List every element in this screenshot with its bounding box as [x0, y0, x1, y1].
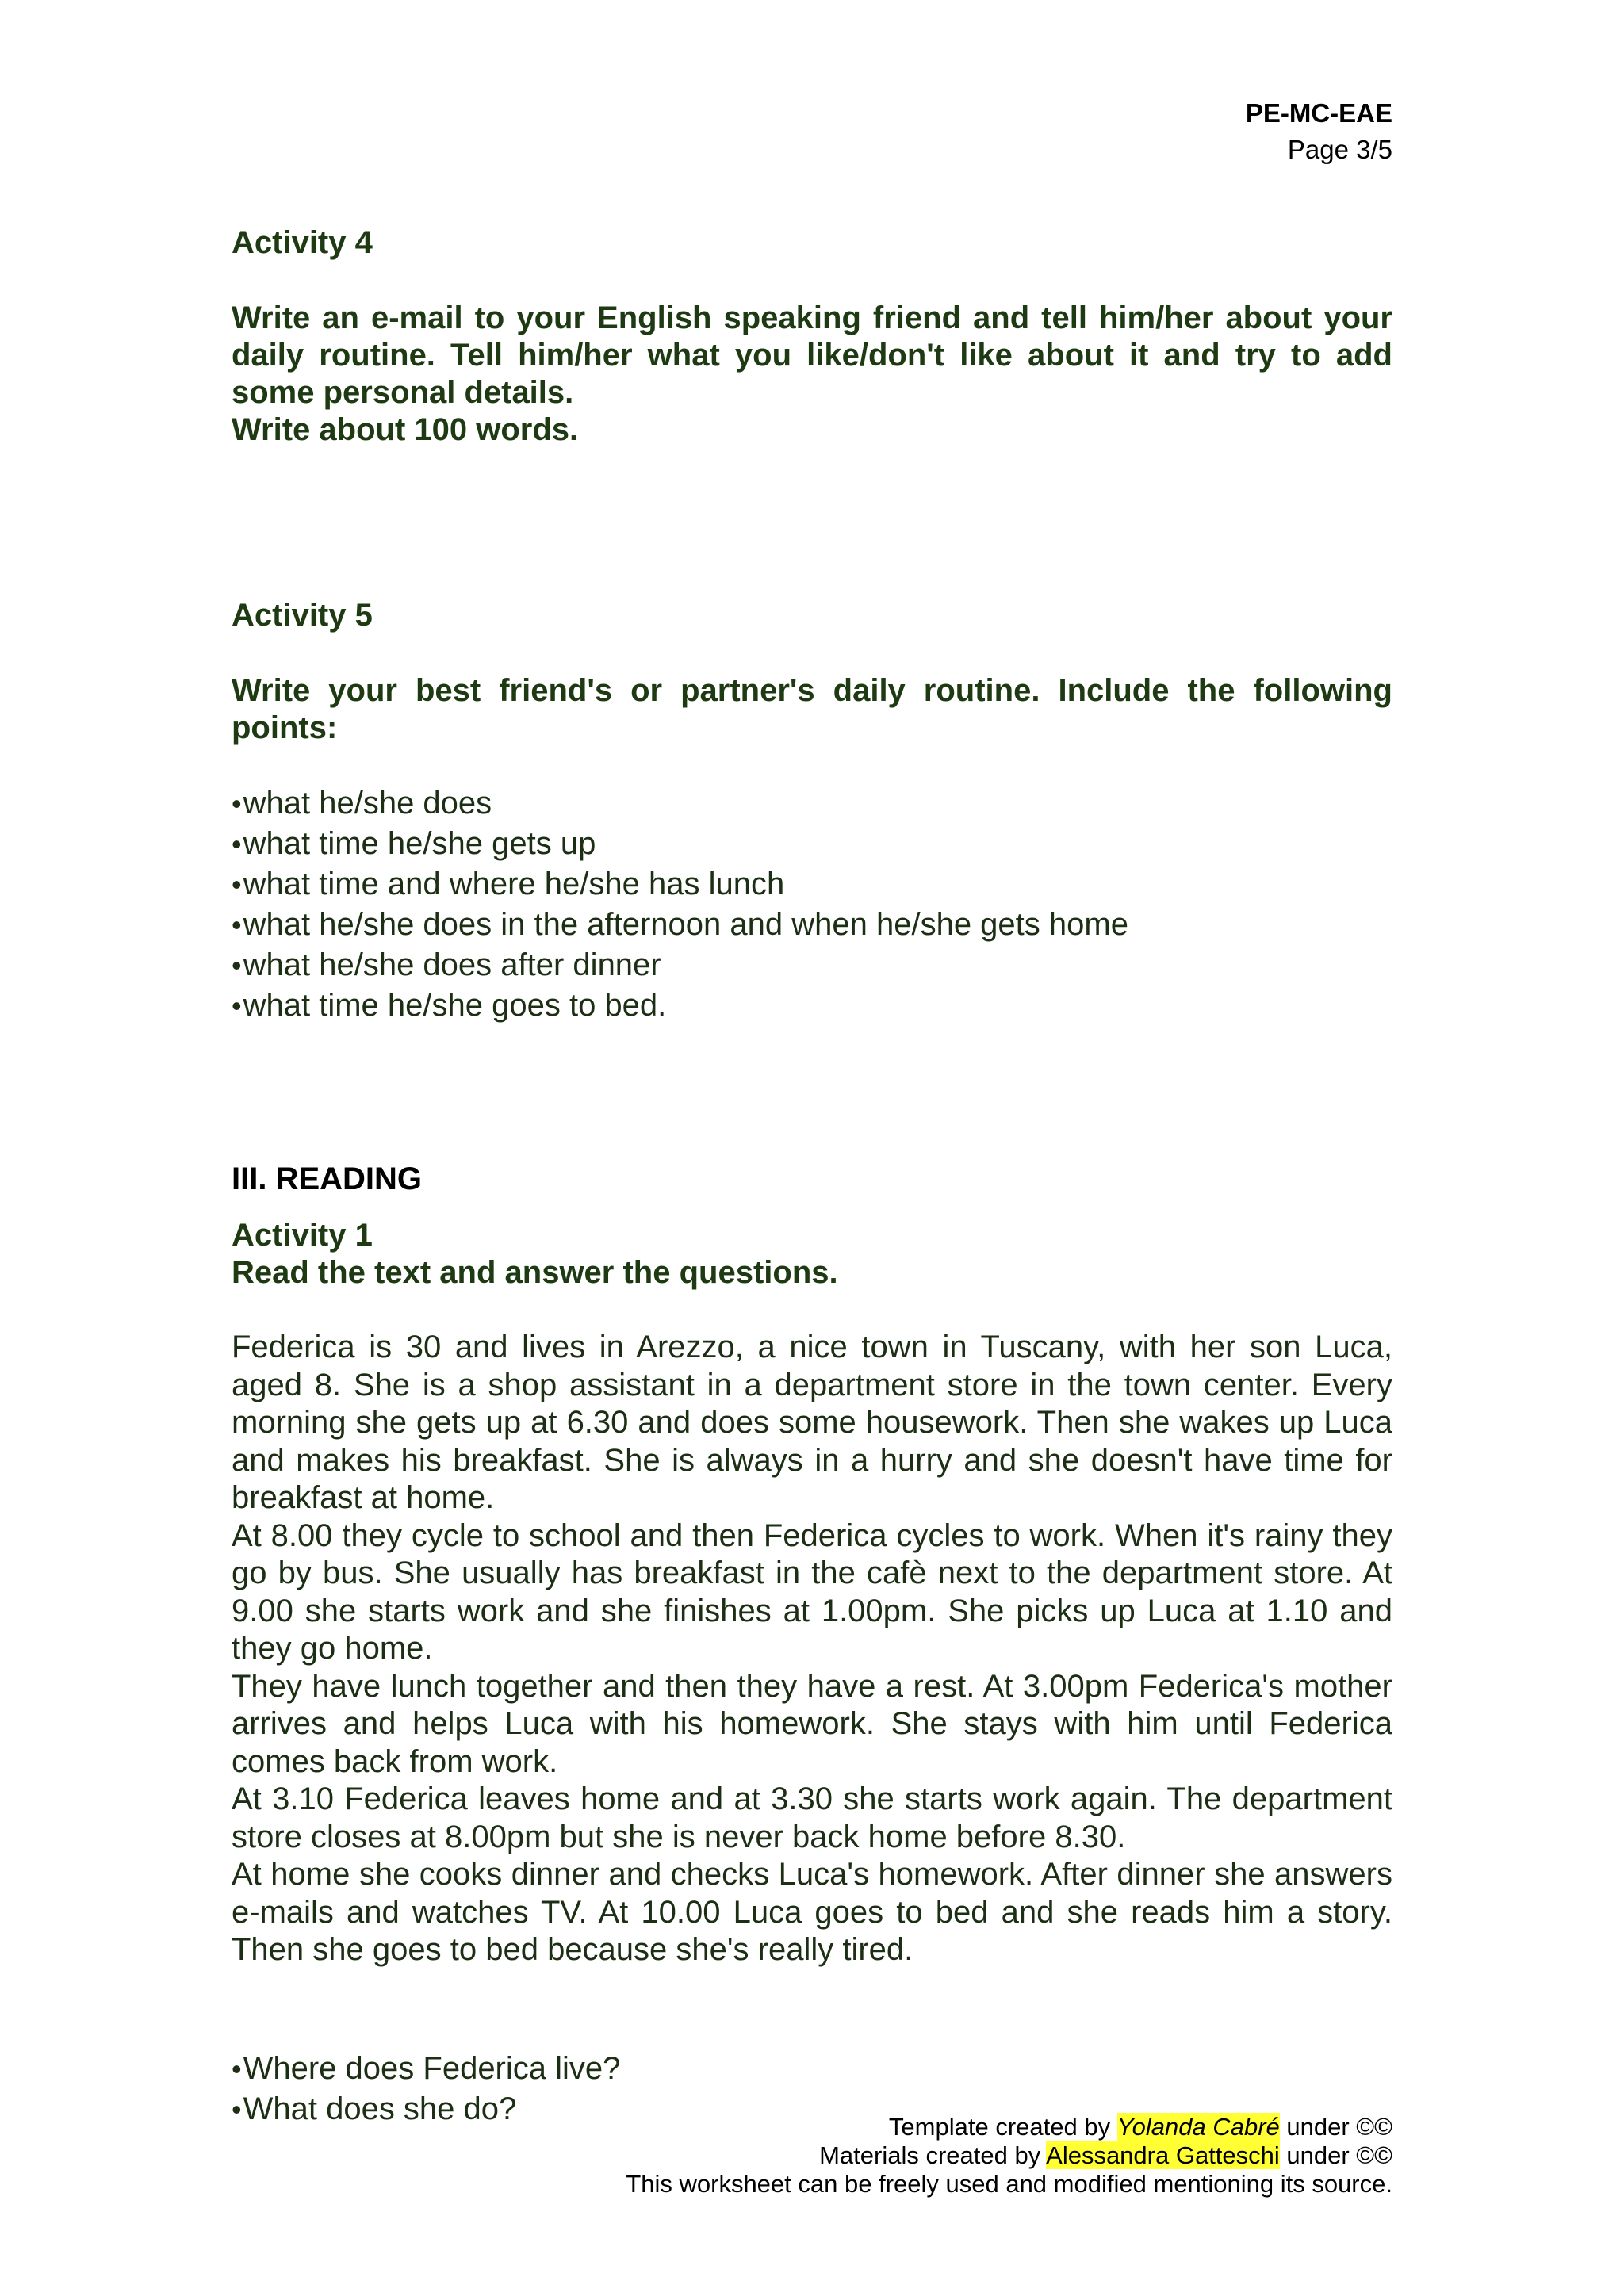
activity-4-instruction: Write an e-mail to your English speaking friend and tell him/her about your daily routine. Tell him/her what you like/don't like about it and try to add some personal details.	[232, 300, 1392, 410]
reading-activity-title: Activity 1	[232, 1218, 373, 1253]
activity-5-points	[232, 783, 1392, 1026]
document-code: PE-MC-EAE	[1245, 98, 1392, 128]
list-item: • what he/she does	[232, 783, 1392, 824]
footer-text: Materials created by	[819, 2141, 1047, 2169]
footer-template-credit	[626, 2113, 1392, 2141]
reading-paragraph: At 8.00 they cycle to school and then Federica cycles to work. When it's rainy they go by bus. She usually has breakfast in the cafè next to the department store. At 9.00 she starts work and she finishes at 1.00pm. She picks up Luca at 1.10 and they go home.	[232, 1517, 1392, 1666]
activity-4-title: Activity 4	[232, 225, 373, 260]
reading-paragraph: Federica is 30 and lives in Arezzo, a nice town in Tuscany, with her son Luca, aged 8. She is a shop assistant in a department store in the town center. Every morning she gets up at 6.30 and does some housework. Then she wakes up Luca and makes his breakfast. She is always in a hurry and she doesn't have time for breakfast at home.	[232, 1330, 1392, 1515]
page-footer	[626, 2113, 1392, 2198]
list-item: • what time he/she gets up	[232, 824, 1392, 864]
main-content	[232, 224, 1392, 2130]
footer-text: under ©©	[1279, 2113, 1392, 2141]
reading-instruction: Read the text and answer the questions.	[232, 1255, 838, 1290]
list-item: • what he/she does in the afternoon and when he/she gets home	[232, 905, 1392, 945]
activity-5-instruction: Write your best friend's or partner's daily routine. Include the following points:	[232, 673, 1392, 745]
materials-author: Alessandra Gatteschi	[1046, 2141, 1280, 2169]
list-item: • what time he/she goes to bed.	[232, 985, 1392, 1026]
list-item: • what he/she does after dinner	[232, 945, 1392, 985]
footer-text: Template created by	[888, 2113, 1117, 2141]
template-author: Yolanda Cabré	[1116, 2113, 1280, 2141]
footer-materials-credit	[626, 2141, 1392, 2170]
section-title-reading: III. READING	[232, 1161, 423, 1196]
list-item: • what time and where he/she has lunch	[232, 864, 1392, 905]
question-item: • What does she do?	[232, 2089, 1392, 2130]
page-number: Page 3/5	[1287, 135, 1392, 164]
reading-paragraph: At home she cooks dinner and checks Luca's homework. After dinner she answers e-mails and watches TV. At 10.00 Luca goes to bed and she reads him a story. Then she goes to bed because she's really tired.	[232, 1857, 1392, 1967]
reading-paragraph: At 3.10 Federica leaves home and at 3.30 she starts work again. The department store closes at 8.00pm but she is never back home before 8.30.	[232, 1781, 1392, 1854]
footer-text: under ©©	[1279, 2141, 1392, 2169]
question-item: • Where does Federica live?	[232, 2049, 1392, 2089]
activity-5-title: Activity 5	[232, 598, 373, 633]
reading-text	[232, 1329, 1392, 1969]
reading-paragraph: They have lunch together and then they have a rest. At 3.00pm Federica's mother arrives and helps Luca with his homework. She stays with him until Federica comes back from work.	[232, 1668, 1392, 1779]
footer-license-note: This worksheet can be freely used and modified mentioning its source.	[626, 2170, 1392, 2198]
page-header	[1246, 95, 1392, 168]
activity-4-word-count: Write about 100 words.	[232, 412, 579, 447]
